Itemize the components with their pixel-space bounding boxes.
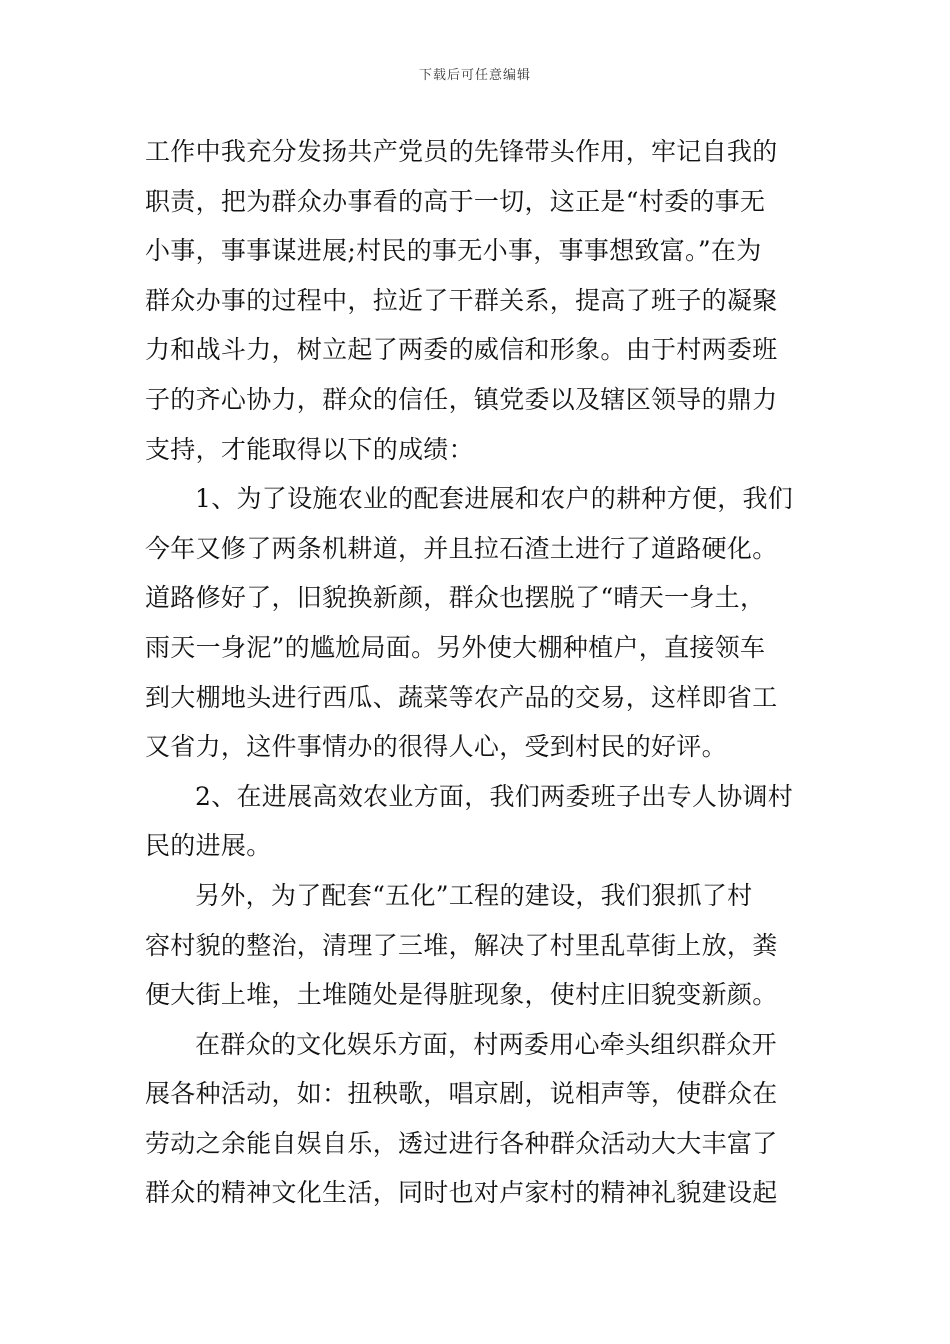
text-line: 力和战斗力，树立起了两委的威信和形象。由于村两委班 — [145, 335, 778, 365]
paragraph-first-line: 2、在进展高效农业方面，我们两委班子出专人协调村 — [195, 781, 794, 811]
text-line: 小事，事事谋进展;村民的事无小事，事事想致富。”在为 — [145, 236, 762, 266]
text-line: 展各种活动，如：扭秧歌，唱京剧，说相声等，使群众在 — [145, 1079, 778, 1109]
paragraph-first-line: 1、为了设施农业的配套进展和农户的耕种方便，我们 — [195, 484, 794, 514]
text-line: 又省力，这件事情办的很得人心，受到村民的好评。 — [145, 732, 727, 762]
text-line: 到大棚地头进行西瓜、蔬菜等农产品的交易，这样即省工 — [145, 682, 778, 712]
text-line: 群众办事的过程中，拉近了干群关系，提高了班子的凝聚 — [145, 285, 778, 315]
text-line: 劳动之余能自娱自乐，透过进行各种群众活动大大丰富了 — [145, 1128, 778, 1158]
text-line: 今年又修了两条机耕道，并且拉石渣土进行了道路硬化。 — [145, 533, 778, 563]
text-line: 容村貌的整治，清理了三堆，解决了村里乱草街上放，粪 — [145, 930, 778, 960]
text-line: 工作中我充分发扬共产党员的先锋带头作用，牢记自我的 — [145, 137, 778, 166]
header-note: 下载后可任意编辑 — [418, 68, 531, 83]
text-line: 道路修好了，旧貌换新颜，群众也摆脱了“晴天一身土， — [145, 583, 766, 613]
text-line: 民的进展。 — [145, 831, 272, 861]
text-line: 雨天一身泥”的尴尬局面。另外使大棚种植户，直接领车 — [145, 632, 766, 662]
text-line: 职责，把为群众办事看的高于一切，这正是“村委的事无 — [145, 186, 766, 216]
paragraph-first-line: 在群众的文化娱乐方面，村两委用心牵头组织群众开 — [195, 1029, 777, 1059]
text-line: 便大街上堆，土堆随处是得脏现象，使村庄旧貌变新颜。 — [145, 980, 778, 1010]
text-line: 支持，才能取得以下的成绩： — [145, 434, 474, 464]
text-line: 群众的精神文化生活，同时也对卢家村的精神礼貌建设起 — [145, 1178, 778, 1208]
text-line: 子的齐心协力，群众的信任，镇党委以及辖区领导的鼎力 — [145, 384, 778, 414]
document-body — [145, 127, 807, 1218]
paragraph-first-line: 另外，为了配套“五化”工程的建设，我们狠抓了村 — [195, 880, 753, 910]
